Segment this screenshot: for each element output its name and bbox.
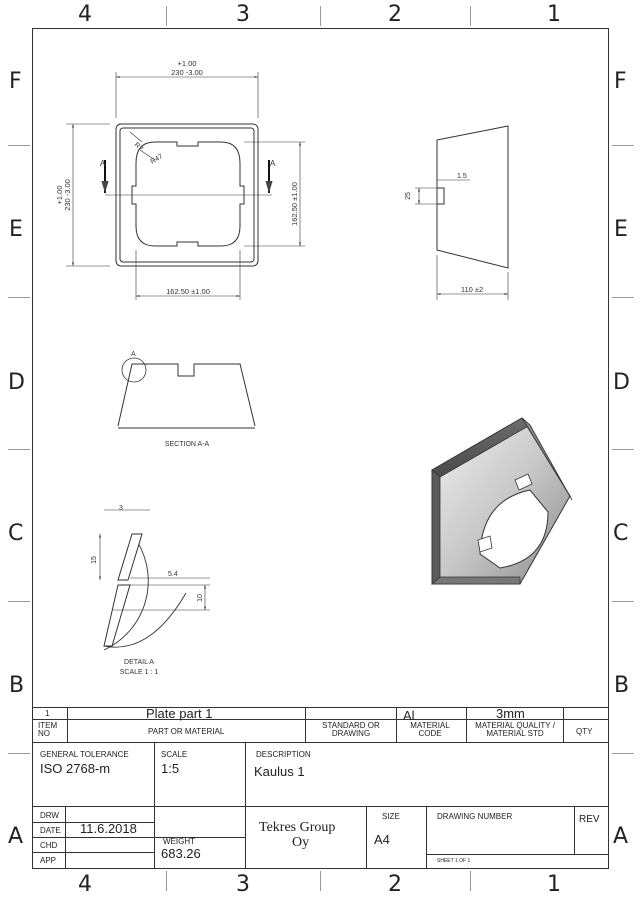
zone-row-a-right: A xyxy=(613,824,629,849)
parts-header-item: ITEM NO xyxy=(38,721,58,738)
dim-notch-w: 1.5 xyxy=(457,173,467,180)
parts-item-no: 1 xyxy=(45,709,50,718)
zone-row-b-right: B xyxy=(614,673,630,698)
size-label: SIZE xyxy=(382,812,400,821)
description-label: DESCRIPTION xyxy=(256,750,311,759)
detail-slot-h: 15 xyxy=(91,556,98,564)
dim-side-depth: 110 ±2 xyxy=(460,285,484,294)
general-tolerance-label: GENERAL TOLERANCE xyxy=(40,750,129,759)
parts-header-material-std: MATERIAL QUALITY / MATERIAL STD xyxy=(475,721,555,738)
section-view xyxy=(118,358,255,428)
zone-row-f-right: F xyxy=(614,69,627,94)
section-letter-right: A xyxy=(270,159,276,168)
detail-wall-upper xyxy=(118,534,142,580)
date-value: 11.6.2018 xyxy=(80,821,137,836)
weight-value: 683.26 xyxy=(161,846,201,861)
dim-notch-h: 25 xyxy=(405,192,412,200)
zone-row-f-left: F xyxy=(9,69,22,94)
parts-header-standard: STANDARD OR DRAWING xyxy=(322,721,380,738)
isometric-view xyxy=(432,418,572,584)
zone-col-3-top: 3 xyxy=(236,2,250,27)
detail-slot-w: 5.4 xyxy=(168,571,178,578)
zone-row-a-left: A xyxy=(8,824,24,849)
detail-wall-lower xyxy=(104,585,130,646)
top-view xyxy=(66,72,305,300)
dim-width: 230 -3.00 xyxy=(171,68,203,77)
zone-col-4-top: 4 xyxy=(78,2,92,27)
side-view-outline xyxy=(437,126,508,268)
section-caption: SECTION A-A xyxy=(164,441,210,448)
parts-header-qty: QTY xyxy=(576,727,593,736)
weight-label: WEIGHT xyxy=(163,837,195,846)
side-view xyxy=(415,126,508,300)
zone-col-1-bottom: 1 xyxy=(547,872,561,897)
zone-col-2-bottom: 2 xyxy=(388,872,402,897)
detail-caption: DETAIL A xyxy=(124,659,154,666)
section-outline xyxy=(118,364,255,426)
dim-height-tol: +1.00 xyxy=(55,185,64,205)
date-label: DATE xyxy=(40,826,61,835)
zone-col-1-top: 1 xyxy=(547,2,561,27)
scale-value: 1:5 xyxy=(161,761,180,776)
zone-row-e-right: E xyxy=(614,217,628,242)
side-view-notch xyxy=(437,188,444,204)
zone-col-2-top: 2 xyxy=(388,2,402,27)
radius-leader-outer xyxy=(130,132,142,142)
parts-material-std: 3mm xyxy=(496,706,525,721)
parts-header-part: PART OR MATERIAL xyxy=(148,727,225,736)
zone-row-e-left: E xyxy=(9,217,23,242)
size-value: A4 xyxy=(374,832,390,847)
rev-label: REV xyxy=(579,814,600,825)
detail-depth: 10 xyxy=(197,594,204,602)
zone-col-3-bottom: 3 xyxy=(236,872,250,897)
dim-inner-width: 162.50 ±1.00 xyxy=(166,287,210,296)
top-view-opening xyxy=(132,142,244,246)
zone-row-b-left: B xyxy=(9,673,25,698)
chd-label: CHD xyxy=(40,841,58,850)
parts-material-code: Al xyxy=(403,708,415,723)
zone-row-d-left: D xyxy=(8,370,25,395)
zone-col-4-bottom: 4 xyxy=(78,872,92,897)
parts-header-material-code: MATERIAL CODE xyxy=(410,721,450,738)
description-value: Kaulus 1 xyxy=(254,764,305,779)
company-name: Tekres Group xyxy=(259,820,336,835)
dim-height: 230 -3.00 xyxy=(63,179,72,211)
radius-outer-label: R7 xyxy=(132,141,144,153)
zone-row-c-right: C xyxy=(613,521,629,546)
sheet-info: SHEET 1 OF 1 xyxy=(437,858,471,864)
detail-view xyxy=(100,510,210,650)
drawing-number-label: DRAWING NUMBER xyxy=(437,812,513,821)
detail-scale: SCALE 1 : 1 xyxy=(119,669,159,676)
dim-width-tol: +1.00 xyxy=(177,59,197,68)
dim-inner-height: 162.50 ±1.00 xyxy=(290,182,299,226)
app-label: APP xyxy=(40,856,57,865)
scale-label: SCALE xyxy=(161,750,188,759)
drw-label: DRW xyxy=(40,811,59,820)
parts-part-name: Plate part 1 xyxy=(146,706,213,721)
section-letter-left: A xyxy=(100,159,106,168)
detail-circle xyxy=(122,358,146,382)
company-name-line2: Oy xyxy=(292,835,310,850)
zone-row-d-right: D xyxy=(613,370,630,395)
detail-letter: A xyxy=(131,351,136,358)
detail-thickness: 3 xyxy=(119,505,123,512)
zone-row-c-left: C xyxy=(8,521,24,546)
radius-inner-label: R47 xyxy=(149,153,165,166)
general-tolerance: ISO 2768-m xyxy=(40,761,111,776)
